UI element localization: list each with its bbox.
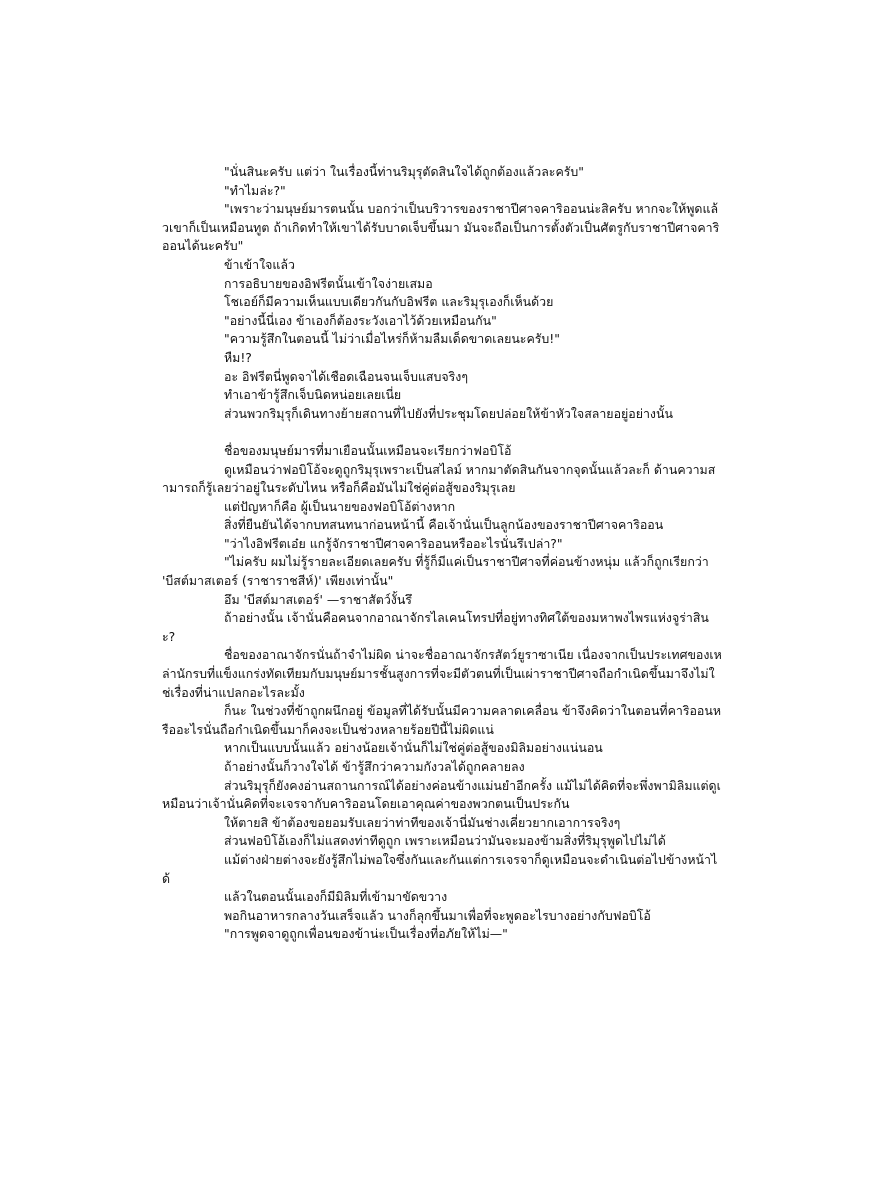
paragraph: ชื่อของมนุษย์มารที่มาเยือนนั้นเหมือนจะเรียกว่าฟอบิโอ้ <box>224 442 512 458</box>
paragraph: ดูเหมือนว่าฟอบิโอ้จะดูถูกริมุรุเพราะเป็นสไลม์ หากมาตัดสินกันจากจุดนั้นแล้วละก็ ด้านความสามารถก็รู้เลยว่าอยู่ในระดับไหน หรือก็คือมันไม่ใช่คู่ต่อสู้ของริมุรุเลย <box>162 461 716 496</box>
paragraph: "เพราะว่ามนุษย์มารตนนั้น บอกว่าเป็นบริวารของราชาปีศาจคาริออนน่ะสิครับ หากจะให้พูดแล้วเขาก็เป็นเหมือนทูต ถ้าเกิดทำให้เขาได้รับบาดเจ็บขึ้นมา มันจะถือเป็นการตั้งตัวเป็นศัตรูกับราชาปีศาจคาริออนได้นะครับ" <box>162 201 720 254</box>
paragraph: โชเอย์ก็มีความเห็นแบบเดียวกันกับอิฟรีต และริมุรุเองก็เห็นด้วย <box>224 294 554 310</box>
paragraph: "ไม่ครับ ผมไม่รู้รายละเอียดเลยครับ ที่รู้ก็มีแค่เป็นราชาปีศาจที่ค่อนข้างหนุ่ม แล้วก็ถูกเรียกว่า 'บีสต์มาสเตอร์ (ราชาราชสีห์)' เพียงเท่านั้น" <box>162 554 709 589</box>
paragraph: แต่ปัญหาก็คือ ผู้เป็นนายของฟอบิโอ้ต่างหาก <box>224 498 456 514</box>
paragraph: หืม!? <box>224 349 252 365</box>
paragraph: ส่วนริมุรุก็ยังคงอ่านสถานการณ์ได้อย่างค่อนข้างแม่นยำอีกครั้ง แม้ไม่ได้คิดที่จะพึ่งพามิลิมแต่ดูเหมือนว่าเจ้านั่นคิดที่จะเจรจากับคาริออนโดยเอาคุณค่าของพวกตนเป็นประกัน <box>162 777 721 812</box>
paragraph: "นั่นสินะครับ แต่ว่า ในเรื่องนี้ท่านริมุรุตัดสินใจได้ถูกต้องแล้วละครับ" <box>224 164 584 179</box>
paragraph: สิ่งที่ยืนยันได้จากบทสนทนาก่อนหน้านี้ คือเจ้านั่นเป็นลูกน้องของราชาปีศาจคาริออน <box>224 517 664 533</box>
paragraph: การอธิบายของอิฟรีตนั้นเข้าใจง่ายเสมอ <box>224 275 433 291</box>
paragraph: พอกินอาหารกลางวันเสร็จแล้ว นางก็ลุกขึ้นมาเพื่อที่จะพูดอะไรบางอย่างกับฟอบิโอ้ <box>224 907 651 923</box>
paragraph: ส่วนพวกริมุรุก็เดินทางย้ายสถานที่ไปยังที่ประชุมโดยปล่อยให้ข้าหัวใจสลายอยู่อย่างนั้น <box>224 405 673 421</box>
paragraph: แม้ต่างฝ่ายต่างจะยังรู้สึกไม่พอใจซึ่งกันและกันแต่การเจรจาก็ดูเหมือนจะดำเนินต่อไปข้างหน้าได้ <box>162 851 718 886</box>
paragraph: ชื่อของอาณาจักรนั่นถ้าจำไม่ผิด น่าจะชื่ออาณาจักรสัตว์ยูราซาเนีย เนื่องจากเป็นประเทศของเหล่านักรบที่แข็งแกร่งทัดเทียมกับมนุษย์มารชั้นสูงการที่จะมีตัวตนที่เป็นเผ่าราชาปีศาจถือกำเนิดขึ้นมาจึงไม่ใช่เรื่องที่น่าแปลกอะไรละมั้ง <box>162 647 722 700</box>
paragraph: ให้ตายสิ ข้าต้องขอยอมรับเลยว่าท่าทีของเจ้านี่มันช่างเคี่ยวยากเอาการจริงๆ <box>224 814 621 830</box>
paragraph: ถ้าอย่างนั้นก็วางใจได้ ข้ารู้สึกว่าความกังวลได้ถูกคลายลง <box>224 759 525 774</box>
paragraph: "การพูดจาดูถูกเพื่อนของข้าน่ะเป็นเรื่องที่อภัยให้ไม่—" <box>224 926 508 942</box>
paragraph: ก็นะ ในช่วงที่ข้าถูกผนึกอยู่ ข้อมูลที่ได้รับนั้นมีความคลาดเคลื่อน ข้าจึงคิดว่าในตอนที่คาริออนหรืออะไรนั่นถือกำเนิดขึ้นมาก็คงจะเป็นช่วงหลายร้อยปีนี้ไม่ผิดแน่ <box>162 703 722 737</box>
paragraph: "ว่าไงอิฟรีตเอ๋ย แกรู้จักราชาปีศาจคาริออนหรืออะไรนั่นรึเปล่า?" <box>224 535 563 551</box>
paragraph: หากเป็นแบบนั้นแล้ว อย่างน้อยเจ้านั่นก็ไม่ใช่คู่ต่อสู้ของมิลิมอย่างแน่นอน <box>224 740 603 756</box>
paragraph: "ความรู้สึกในตอนนี้ ไม่ว่าเมื่อไหร่ก็ห้ามลืมเด็ดขาดเลยนะครับ!" <box>224 331 560 347</box>
section-break <box>162 423 722 442</box>
paragraph: "อย่างนี้นี่เอง ข้าเองก็ต้องระวังเอาไว้ด้วยเหมือนกัน" <box>224 312 497 328</box>
paragraph: ทำเอาข้ารู้สึกเจ็บนิดหน่อยเลยเนี่ย <box>224 387 402 403</box>
paragraph: ถ้าอย่างนั้น เจ้านั่นคือคนจากอาณาจักรไลเคนโทรปที่อยู่ทางทิศใต้ของมหาพงไพรแห่งจูร่าสินะ? <box>162 610 709 644</box>
paragraph: ข้าเข้าใจแล้ว <box>224 256 295 272</box>
paragraph: อึม 'บีสต์มาสเตอร์' —ราชาสัตว์งั้นรึ <box>224 591 412 607</box>
paragraph: ส่วนฟอบิโอ้เองก็ไม่แสดงท่าทีดูถูก เพราะเหมือนว่ามันจะมองข้ามสิ่งที่ริมุรุพูดไปไม่ได้ <box>224 833 666 849</box>
body-text <box>162 163 722 944</box>
paragraph: แล้วในตอนนั้นเองก็มีมิลิมที่เข้ามาขัดขวาง <box>224 889 448 905</box>
paragraph: อะ อิฟรีตนี่พูดจาได้เชือดเฉือนจนเจ็บแสบจริงๆ <box>224 368 468 384</box>
paragraph: "ทำไมล่ะ?" <box>224 182 286 198</box>
